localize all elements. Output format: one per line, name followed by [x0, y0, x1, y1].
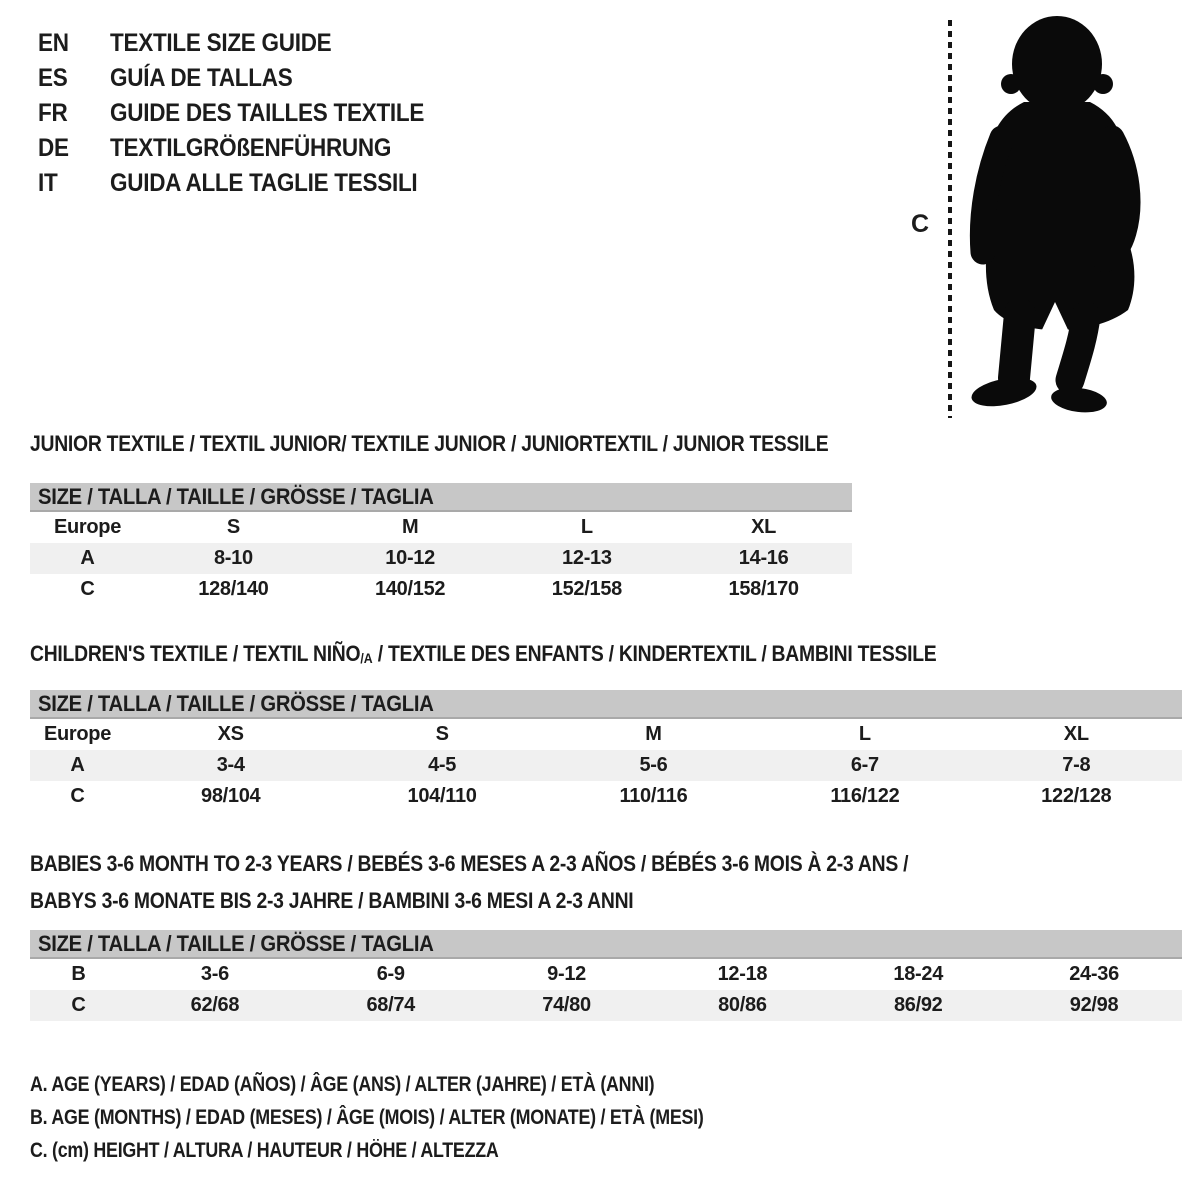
lang-code: DE	[38, 134, 69, 162]
lang-code: EN	[38, 29, 69, 57]
size-cell: 152/158	[551, 578, 622, 600]
row-label: A	[80, 547, 95, 569]
size-cell: 6-7	[850, 754, 879, 776]
size-cell: XS	[217, 723, 244, 745]
language-title-list	[38, 26, 467, 201]
size-cell: 6-9	[376, 963, 405, 985]
size-cell: 3-4	[216, 754, 245, 776]
size-cell: 12-18	[717, 963, 768, 985]
junior-size-header-bar: SIZE / TALLA / TAILLE / GRÖSSE / TAGLIA	[30, 483, 852, 512]
lang-title: GUIDE DES TAILLES TEXTILE	[110, 99, 425, 127]
children-size-header-bar: SIZE / TALLA / TAILLE / GRÖSSE / TAGLIA	[30, 690, 1182, 719]
table-row-europe	[30, 512, 852, 543]
height-figure	[905, 10, 1165, 430]
size-cell: 140/152	[375, 578, 446, 600]
junior-section-heading: JUNIOR TEXTILE / TEXTIL JUNIOR/ TEXTILE JUNIOR / JUNIORTEXTIL / JUNIOR TESSILE	[30, 431, 829, 456]
size-cell: L	[580, 516, 593, 538]
size-cell: 9-12	[547, 963, 586, 985]
size-cell: 158/170	[728, 578, 799, 600]
row-label: Europe	[43, 723, 112, 745]
row-label: C	[71, 994, 86, 1016]
row-label: B	[71, 963, 86, 985]
size-cell: 12-13	[562, 547, 612, 569]
junior-textile-section	[30, 431, 852, 605]
junior-size-table	[30, 512, 852, 605]
row-label: C	[80, 578, 95, 600]
table-row-height	[30, 574, 852, 605]
babies-size-header-bar: SIZE / TALLA / TAILLE / GRÖSSE / TAGLIA	[30, 930, 1182, 959]
size-cell: M	[645, 723, 662, 745]
legend-line-b: B. AGE (MONTHS) / EDAD (MESES) / ÂGE (MOIS) / ALTER (MONATE) / ETÀ (MESI)	[30, 1106, 704, 1129]
size-cell: 18-24	[893, 963, 944, 985]
babies-section-heading-line2: BABYS 3-6 MONATE BIS 2-3 JAHRE / BAMBINI 3-6 MESI A 2-3 ANNI	[30, 888, 634, 913]
size-cell: 4-5	[428, 754, 457, 776]
babies-textile-section	[30, 845, 1182, 1021]
size-cell: XL	[751, 516, 777, 538]
size-cell: 104/110	[407, 785, 477, 807]
size-cell: S	[226, 516, 240, 538]
size-cell: 86/92	[893, 994, 943, 1016]
table-row-months	[30, 959, 1182, 990]
size-cell: 24-36	[1069, 963, 1119, 985]
table-row-age	[30, 543, 852, 574]
lang-code: ES	[38, 64, 68, 92]
children-textile-section	[30, 641, 1182, 812]
babies-size-table	[30, 959, 1182, 1021]
size-cell: 128/140	[198, 578, 269, 600]
row-label: Europe	[53, 516, 122, 538]
size-cell: 122/128	[1041, 785, 1112, 807]
children-section-heading	[30, 641, 1182, 667]
lang-row-it	[38, 166, 467, 201]
table-row-height	[30, 990, 1182, 1021]
size-cell: 62/68	[190, 994, 240, 1016]
lang-code: IT	[38, 169, 58, 197]
table-row-age	[30, 750, 1182, 781]
size-cell: 68/74	[366, 994, 416, 1016]
babies-section-heading-line1: BABIES 3-6 MONTH TO 2-3 YEARS / BEBÉS 3-6 MESES A 2-3 AÑOS / BÉBÉS 3-6 MOIS À 2-3 ANS /	[30, 851, 909, 876]
lang-code: FR	[38, 99, 68, 127]
lang-row-es	[38, 61, 467, 96]
row-label: A	[70, 754, 85, 776]
size-cell: 7-8	[1062, 754, 1091, 776]
size-cell: 110/116	[619, 785, 688, 807]
size-cell: 116/122	[830, 785, 900, 807]
size-cell: L	[858, 723, 871, 745]
size-cell: 8-10	[213, 547, 253, 569]
table-row-europe	[30, 719, 1182, 750]
legend-line-c: C. (cm) HEIGHT / ALTURA / HAUTEUR / HÖHE / ALTEZZA	[30, 1139, 499, 1162]
lang-row-en	[38, 26, 467, 61]
legend	[30, 1068, 822, 1167]
size-cell: S	[435, 723, 449, 745]
table-row-height	[30, 781, 1182, 812]
lang-row-de	[38, 131, 467, 166]
size-cell: M	[401, 516, 419, 538]
heading-text: / TEXTILE DES ENFANTS / KINDERTEXTIL / BAMBINI TESSILE	[372, 641, 937, 666]
size-cell: 5-6	[639, 754, 668, 776]
heading-subscript: /A	[360, 650, 373, 666]
toddler-silhouette-icon	[962, 10, 1152, 430]
lang-title: TEXTILGRÖßENFÜHRUNG	[110, 134, 392, 162]
height-measure-label: C	[911, 210, 930, 238]
size-cell: 3-6	[200, 963, 229, 985]
heading-text: CHILDREN'S TEXTILE / TEXTIL NIÑO	[30, 641, 361, 666]
size-cell: 98/104	[201, 785, 261, 807]
lang-title: TEXTILE SIZE GUIDE	[110, 29, 332, 57]
legend-line-a: A. AGE (YEARS) / EDAD (AÑOS) / ÂGE (ANS) / ALTER (JAHRE) / ETÀ (ANNI)	[30, 1073, 655, 1096]
lang-title: GUÍA DE TALLAS	[110, 64, 293, 92]
lang-title: GUIDA ALLE TAGLIE TESSILI	[110, 169, 418, 197]
lang-row-fr	[38, 96, 467, 131]
size-cell: 10-12	[385, 547, 435, 569]
size-cell: 92/98	[1069, 994, 1119, 1016]
size-cell: 74/80	[542, 994, 591, 1016]
children-size-table	[30, 719, 1182, 812]
size-cell: 80/86	[718, 994, 767, 1016]
height-measure-dashed-line	[948, 20, 952, 418]
size-cell: XL	[1063, 723, 1089, 745]
row-label: C	[70, 785, 85, 807]
size-cell: 14-16	[738, 547, 789, 569]
